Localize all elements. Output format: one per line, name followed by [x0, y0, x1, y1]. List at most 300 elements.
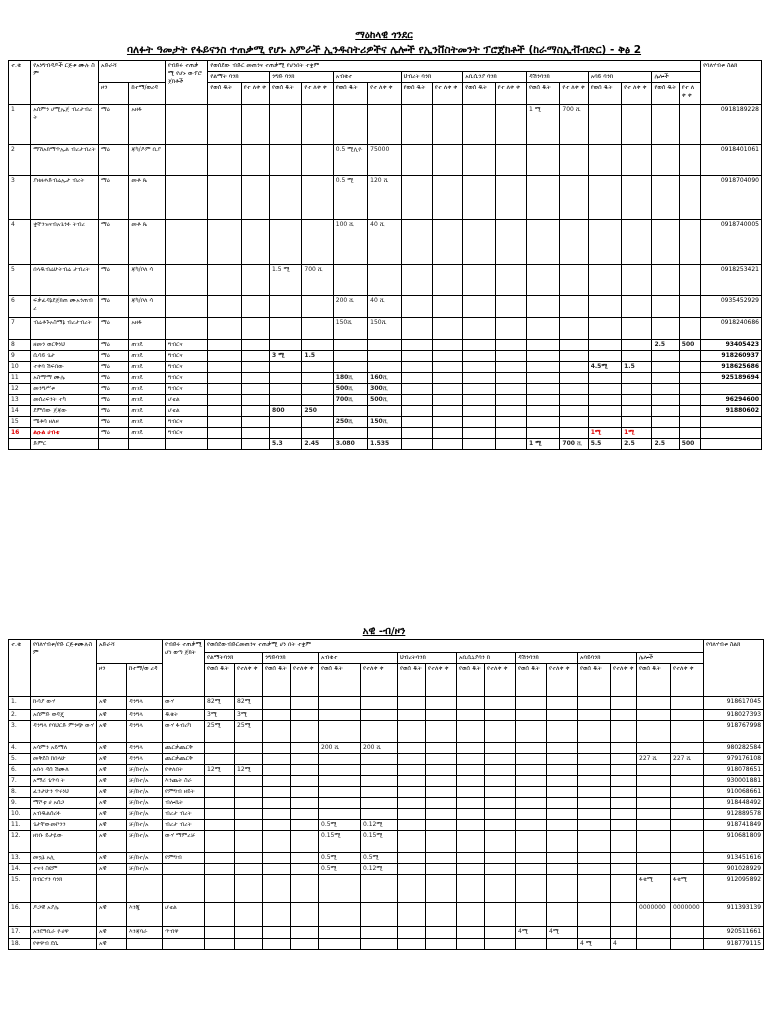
row-no: 8. [9, 787, 31, 798]
row-value [485, 776, 516, 787]
row-value [578, 820, 611, 831]
row-value [291, 903, 319, 927]
row-value [205, 754, 235, 765]
row-value [622, 265, 652, 296]
row-phone: 912095892 [704, 875, 764, 903]
row-value [588, 406, 621, 417]
row-value [235, 787, 263, 798]
row-value [319, 710, 361, 721]
row-value [485, 743, 516, 754]
row-value [457, 864, 485, 875]
row-value: 250 [302, 406, 333, 417]
row-phone: 980282584 [704, 743, 764, 754]
header-bank: ሌሎች [637, 653, 704, 664]
row-zone: አዊ [97, 927, 127, 939]
row-value [578, 743, 611, 754]
row-no: 15. [9, 875, 31, 903]
table-row [9, 765, 764, 776]
row-value [368, 406, 401, 417]
row-value [588, 318, 621, 340]
row-name: ፍቃፈዳኔደጀክጠ ሙአንጠብረ [31, 296, 99, 318]
row-value [679, 406, 700, 417]
row-zone: አዊ [97, 787, 127, 798]
row-value [560, 340, 588, 351]
row-name: ማሾቲ ሀ አሰጋ [31, 798, 97, 809]
table-row [9, 265, 762, 296]
row-value [398, 710, 426, 721]
row-value: ፋቁሚ [637, 875, 671, 903]
table-row [9, 417, 762, 428]
row-value [291, 721, 319, 743]
row-value [426, 765, 457, 776]
row-value [652, 105, 679, 145]
table-row [9, 351, 762, 362]
row-sector [165, 318, 208, 340]
row-value: 2.5 [652, 439, 679, 450]
row-value [291, 864, 319, 875]
row-value [270, 176, 302, 220]
row-value [516, 853, 547, 864]
row-value [578, 864, 611, 875]
row-value [637, 776, 671, 787]
header-name: የአነግብዳዶች ርጅቱ ሙሉ ስም [31, 61, 99, 105]
row-value [368, 351, 401, 362]
row-value [622, 384, 652, 395]
row-value [302, 428, 333, 439]
row-sector: ጥብዋ [163, 927, 205, 939]
row-town: ዳንግላ [127, 754, 163, 765]
row-value [637, 697, 671, 710]
row-value [588, 265, 621, 296]
row-value [432, 145, 462, 176]
row-value [270, 105, 302, 145]
row-name: መሰረፍንት ተካ [31, 395, 99, 406]
row-value [457, 853, 485, 864]
row-no: 2 [9, 145, 31, 176]
table1 [8, 60, 762, 450]
row-value [333, 362, 367, 373]
row-value [527, 373, 560, 384]
row-value [368, 340, 401, 351]
row-value [291, 754, 319, 765]
row-value: 800 [270, 406, 302, 417]
header-bank: የልማት ባንክ [208, 72, 270, 83]
row-town: ጃካ/ቦለ ሳ [129, 265, 165, 296]
row-value [671, 820, 704, 831]
row-value: 0.12ሚ [361, 820, 398, 831]
table-row [9, 697, 764, 710]
row-value [361, 697, 398, 710]
row-value [398, 875, 426, 903]
row-no [9, 439, 31, 450]
row-value [485, 853, 516, 864]
row-value [527, 296, 560, 318]
row-no: 9 [9, 351, 31, 362]
row-value [611, 903, 637, 927]
row-value [241, 439, 269, 450]
row-value [637, 809, 671, 820]
row-value [333, 406, 367, 417]
table-row [9, 428, 762, 439]
row-value: 150ሺ [368, 417, 401, 428]
row-value [652, 220, 679, 265]
row-value [457, 927, 485, 939]
row-value [652, 406, 679, 417]
row-value [263, 903, 291, 927]
row-value [426, 697, 457, 710]
row-phone [701, 384, 762, 395]
row-value [611, 809, 637, 820]
row-value [578, 721, 611, 743]
row-value [588, 296, 621, 318]
header-town: ከተማ/ወረዳ [129, 83, 165, 105]
row-value [485, 798, 516, 809]
row-value [208, 395, 241, 406]
row-sector: ዱቄት [163, 710, 205, 721]
row-value [398, 787, 426, 798]
row-value [611, 710, 637, 721]
row-town: ጠገዴ [129, 384, 165, 395]
row-value [560, 406, 588, 417]
table1-subtitle: ባለፉት ዓመታት የፋይናንስ ተጠቃሚ የሆኑ አምራች ኢንዱስትሪዎችና ሌሎች የኢንቨስትመንት ፕሮጀክቶች (ከራማስኢቭብድር) - ቅፅ 2 [126, 44, 642, 56]
row-phone: 0935452929 [701, 296, 762, 318]
row-value [671, 809, 704, 820]
row-value [516, 875, 547, 903]
row-town: ቻ/ከተ/አ [127, 776, 163, 787]
row-value [241, 373, 269, 384]
row-value [588, 384, 621, 395]
row-value [463, 351, 495, 362]
row-value [319, 776, 361, 787]
row-sector [163, 875, 205, 903]
row-value [432, 176, 462, 220]
table-row [9, 384, 762, 395]
row-zone: ማዕ [99, 406, 129, 417]
table2 [8, 639, 764, 950]
row-value [291, 710, 319, 721]
row-value [637, 765, 671, 776]
row-value [457, 697, 485, 710]
row-value [485, 875, 516, 903]
row-zone: ማዕ [99, 265, 129, 296]
row-value [263, 927, 291, 939]
header-repaid: የተ ለቀ ቀ [495, 83, 526, 105]
row-value [527, 351, 560, 362]
row-value [241, 105, 269, 145]
row-value [516, 721, 547, 743]
header-name: የባለሃብቱ/የድ ርጅቱሙሉስም [31, 640, 97, 697]
row-value [679, 145, 700, 176]
row-value [527, 340, 560, 351]
row-town: ቻ/ከተ/አ [127, 831, 163, 853]
row-zone: አዊ [97, 743, 127, 754]
row-value [235, 864, 263, 875]
row-name: ሜቶሳ ዘለዞ [31, 417, 99, 428]
header-taken: የወሰ ዱት [205, 664, 235, 697]
header-taken: የወሰ ዱት [398, 664, 426, 697]
row-value [401, 417, 432, 428]
row-sector: ጨርቃጨርቅ [163, 743, 205, 754]
row-value: 250ሺ [333, 417, 367, 428]
row-sector: የምግብ [163, 853, 205, 864]
row-value [516, 831, 547, 853]
row-value [495, 220, 526, 265]
row-value [432, 417, 462, 428]
row-value [547, 776, 578, 787]
row-value [495, 351, 526, 362]
header-repaid: የተለቀ ቀ [235, 664, 263, 697]
row-value [426, 939, 457, 950]
row-value [319, 809, 361, 820]
row-value [302, 417, 333, 428]
row-value [208, 373, 241, 384]
header-repaid: የተለቀ ቀ [485, 664, 516, 697]
row-name: መቅደስ ከበላሁ [31, 754, 97, 765]
header-bank: የልማትባንክ [205, 653, 263, 664]
row-value [208, 220, 241, 265]
row-sector: ውሃ ፋብሪካ [163, 721, 205, 743]
row-town: አዘፋ [129, 105, 165, 145]
row-value [208, 384, 241, 395]
row-value [263, 776, 291, 787]
row-town: ቻ/ከተ/አ [127, 798, 163, 809]
header-bank: አባይ ባንክ [588, 72, 652, 83]
header-bank: ዳሽንባንክ [527, 72, 589, 83]
row-zone: አዊ [97, 710, 127, 721]
row-no: 8 [9, 340, 31, 351]
row-value [263, 743, 291, 754]
row-zone: ማዕ [99, 176, 129, 220]
row-value [516, 776, 547, 787]
row-zone: አዊ [97, 853, 127, 864]
row-phone: 901028929 [704, 864, 764, 875]
row-value [485, 765, 516, 776]
row-value: 0.12ሚ [361, 864, 398, 875]
row-value [398, 765, 426, 776]
row-phone: 920511661 [704, 927, 764, 939]
row-value [671, 787, 704, 798]
row-no: 6 [9, 296, 31, 318]
row-value [333, 428, 367, 439]
row-value [485, 831, 516, 853]
row-value [495, 373, 526, 384]
row-value: 0.5ሚ [319, 864, 361, 875]
row-value [495, 362, 526, 373]
row-value [291, 820, 319, 831]
row-value [516, 809, 547, 820]
row-phone: 0918740005 [701, 220, 762, 265]
table-row [9, 145, 762, 176]
row-value: ፋቁሚ [671, 875, 704, 903]
row-phone: 0918704090 [701, 176, 762, 220]
row-value [457, 776, 485, 787]
row-sector: የቀለበት [163, 765, 205, 776]
row-value [205, 820, 235, 831]
header-row [9, 664, 764, 697]
row-town: መቶ ጼ [129, 176, 165, 220]
header-repaid: የተለቀ ቀ [547, 664, 578, 697]
row-value [622, 406, 652, 417]
row-phone: 912889578 [704, 809, 764, 820]
row-value [527, 176, 560, 220]
row-town: ዳንግላ [127, 721, 163, 743]
table-row [9, 831, 764, 853]
row-value [495, 417, 526, 428]
row-value [401, 395, 432, 406]
row-value [547, 798, 578, 809]
row-value: 300ሺ [368, 384, 401, 395]
row-value [235, 798, 263, 809]
row-town: ዳንግላ [127, 743, 163, 754]
row-phone: 911393139 [704, 903, 764, 927]
header-bank: ሌሎች [652, 72, 701, 83]
row-value [263, 831, 291, 853]
row-no: 7 [9, 318, 31, 340]
row-value [426, 798, 457, 809]
row-sector: ውሃ [163, 697, 205, 710]
row-value [652, 362, 679, 373]
row-zone: አዊ [97, 697, 127, 710]
row-value [463, 145, 495, 176]
row-name: አብዱልሰሪፉ [31, 809, 97, 820]
row-value [401, 145, 432, 176]
row-zone: ማዕ [99, 220, 129, 265]
table-row [9, 373, 762, 384]
row-value [516, 754, 547, 765]
header-taken: የወሰ ዱት [588, 83, 621, 105]
row-phone: 979176108 [704, 754, 764, 765]
row-value [485, 710, 516, 721]
row-value: 700 ሺ [560, 105, 588, 145]
row-value: 25ሚ [235, 721, 263, 743]
row-no: 3. [9, 721, 31, 743]
row-value [432, 439, 462, 450]
row-value: 0.5 ሚሊዮ [333, 145, 367, 176]
row-phone: 925189694 [701, 373, 762, 384]
header-phone: የባለሃብቱ ስልክ [701, 61, 762, 105]
row-value: 1ሚ [588, 428, 621, 439]
row-value [637, 798, 671, 809]
row-value [679, 417, 700, 428]
header-taken: የወሰ ዱት [457, 664, 485, 697]
row-value [319, 721, 361, 743]
row-value [611, 776, 637, 787]
row-value [270, 220, 302, 265]
header-address: አድራሻ [97, 640, 163, 664]
row-value [291, 743, 319, 754]
header-bank: አቢሲኒያባን ክ [457, 653, 516, 664]
row-value: 1ሚ [622, 428, 652, 439]
row-value [368, 362, 401, 373]
table-row [9, 176, 762, 220]
row-zone: ማዕ [99, 395, 129, 406]
row-sector [165, 145, 208, 176]
table-row [9, 340, 762, 351]
row-value: 3ሚ [205, 710, 235, 721]
row-no: 5 [9, 265, 31, 296]
row-value [547, 754, 578, 765]
row-value [547, 697, 578, 710]
row-value [611, 864, 637, 875]
row-value [588, 340, 621, 351]
row-value [622, 145, 652, 176]
row-value: 150ሺ [368, 318, 401, 340]
row-value [291, 853, 319, 864]
row-value [578, 809, 611, 820]
row-phone: 910068661 [704, 787, 764, 798]
row-town: ጠገዴ [129, 406, 165, 417]
row-value [485, 903, 516, 927]
row-value [302, 384, 333, 395]
row-zone: ማዕ [99, 373, 129, 384]
row-value [485, 697, 516, 710]
row-value [578, 853, 611, 864]
row-value [637, 853, 671, 864]
table-row [9, 296, 762, 318]
row-value [361, 776, 398, 787]
row-phone: 918260937 [701, 351, 762, 362]
row-value [622, 318, 652, 340]
row-town: ቻ/ከተ/አ [127, 809, 163, 820]
row-value [398, 743, 426, 754]
row-value [463, 176, 495, 220]
row-name: በላዱብሬሁትብሬ ታብረት [31, 265, 99, 296]
row-value [241, 406, 269, 417]
row-value [302, 145, 333, 176]
row-value [463, 417, 495, 428]
row-value [291, 798, 319, 809]
row-zone: ማዕ [99, 351, 129, 362]
row-value [398, 831, 426, 853]
row-no: 14. [9, 864, 31, 875]
row-value [205, 743, 235, 754]
row-value [485, 787, 516, 798]
row-name: ተናጓ ስዩም [31, 864, 97, 875]
row-value [270, 395, 302, 406]
row-value [432, 318, 462, 340]
row-value [208, 417, 241, 428]
row-value [319, 765, 361, 776]
row-value [270, 340, 302, 351]
row-value [611, 765, 637, 776]
row-value [270, 384, 302, 395]
row-value: 1.5 [302, 351, 333, 362]
row-value: 200 ሺ [361, 743, 398, 754]
row-no: 4 [9, 220, 31, 265]
row-value: 4 ሚ [578, 939, 611, 950]
row-value [578, 754, 611, 765]
row-value [485, 939, 516, 950]
row-value [578, 710, 611, 721]
table1-title: ማዕከላዊ ጎንደር [355, 30, 413, 41]
row-value [637, 721, 671, 743]
row-value [560, 373, 588, 384]
row-value: 12ሚ [205, 765, 235, 776]
row-value [241, 265, 269, 296]
row-value [547, 743, 578, 754]
row-zone: ማዕ [99, 105, 129, 145]
row-value [547, 809, 578, 820]
row-value [547, 903, 578, 927]
row-value [263, 787, 291, 798]
row-value: 0.5ሚ [361, 853, 398, 864]
row-value [432, 351, 462, 362]
row-town [127, 875, 163, 903]
row-value [547, 721, 578, 743]
row-sector [163, 939, 205, 950]
row-no: 10 [9, 362, 31, 373]
row-value [588, 220, 621, 265]
